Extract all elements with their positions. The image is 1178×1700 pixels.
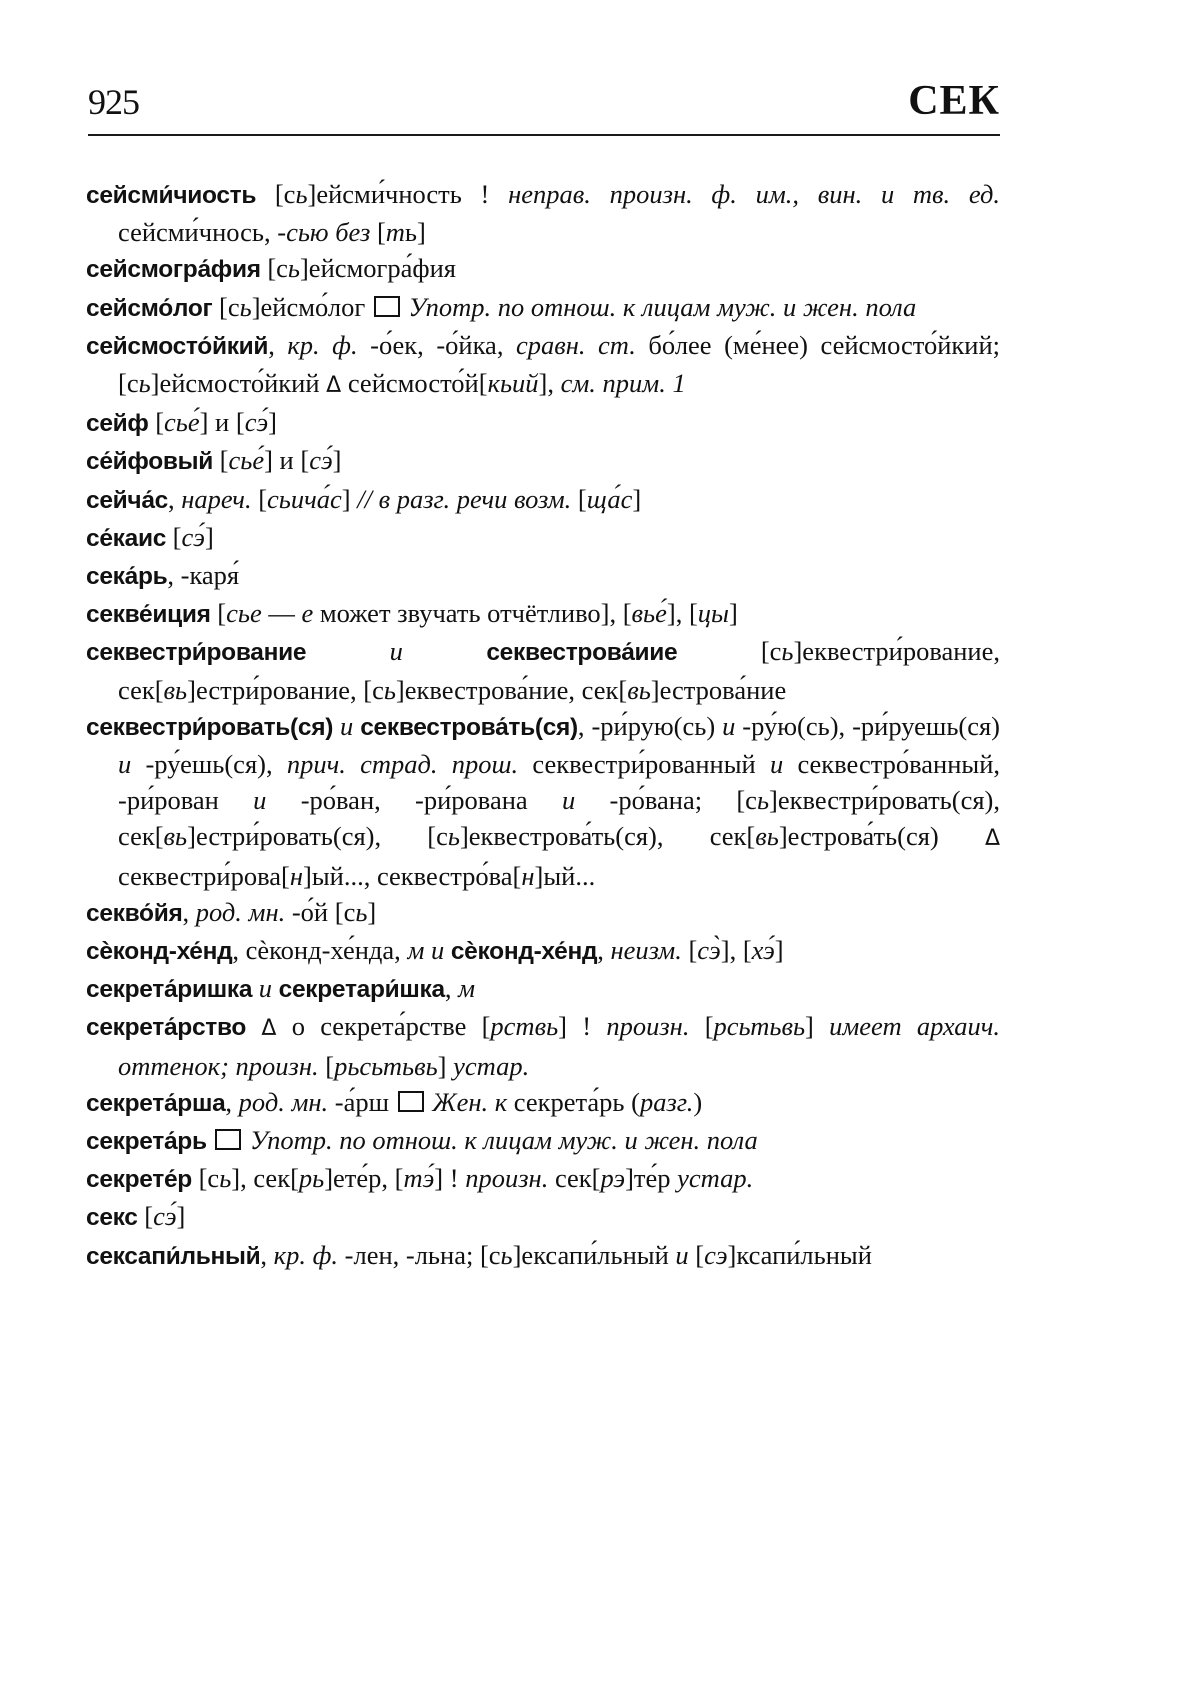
label-italic: вь — [755, 821, 779, 852]
text: ] — [728, 598, 738, 629]
label-italic: разг. — [639, 1086, 694, 1117]
label-italic: н — [521, 860, 535, 891]
headword: секрета́ришка — [86, 976, 253, 1004]
label-italic: тэ́ — [403, 1163, 435, 1194]
label-italic: сэ̀ — [697, 935, 721, 966]
usage-note-box-icon — [215, 1129, 241, 1150]
dictionary-entry — [86, 289, 1000, 327]
text: секвестри́рованный — [518, 749, 770, 780]
headword: секве́иция — [86, 601, 211, 629]
text: , — [225, 1086, 239, 1117]
text: ]ете́р, [ — [324, 1163, 404, 1194]
label-italic: кр. ф. — [287, 329, 358, 360]
text: ] — [805, 1011, 830, 1042]
text: , сѐконд-хе́нда, — [232, 935, 408, 966]
label-italic: ь — [781, 636, 794, 667]
text: [ — [688, 1239, 705, 1270]
text: , — [182, 896, 196, 927]
running-head: СЕК — [908, 78, 1000, 124]
text: ], [ — [720, 935, 752, 966]
text: ] и [ — [264, 445, 310, 476]
text: -о́ек, -о́йка, — [357, 329, 516, 360]
label-italic: е — [301, 598, 314, 629]
dictionary-entry — [86, 633, 1000, 707]
text: ь] — [404, 217, 426, 248]
text: секрета́рь ( — [507, 1086, 640, 1117]
label-italic: ь — [287, 253, 300, 284]
text: ]те́р — [625, 1163, 678, 1194]
text: -ро́вана; [с — [575, 785, 757, 816]
label-italic: сэ́ — [181, 521, 205, 552]
dictionary-entry — [86, 327, 1000, 404]
text: [ — [681, 935, 698, 966]
text: бо́лее (ме́нее) сейсмосто́йкий; [с — [118, 329, 1001, 399]
text: секвестро́ванный, -ри́рован — [118, 749, 1001, 816]
dictionary-entry — [86, 970, 1000, 1008]
label-italic: рсьтьвь — [713, 1011, 806, 1042]
dictionary-entry — [86, 1198, 1000, 1236]
label-italic: рствь — [490, 1011, 559, 1042]
text: [ — [166, 521, 182, 552]
label-italic: род. мн. — [238, 1086, 329, 1117]
text: [ — [571, 483, 587, 514]
label-italic: произн. — [465, 1163, 549, 1194]
text — [444, 935, 451, 965]
label-italic: т — [385, 217, 405, 248]
text: ] — [332, 445, 342, 476]
label-italic: сэ — [704, 1239, 728, 1270]
headword: секво́йя — [86, 899, 183, 927]
headword: секвестрова́ть(ся) — [360, 713, 578, 741]
dictionary-entry — [86, 442, 1000, 480]
text: о секрета́рстве [ — [276, 1011, 491, 1042]
label-italic: сье́ — [164, 407, 200, 438]
text: ] — [176, 1201, 186, 1232]
label-italic: хэ́ — [751, 935, 775, 966]
delta-symbol: Δ — [261, 1016, 277, 1042]
text: [ — [213, 445, 229, 476]
label-italic: неизм. — [610, 935, 682, 966]
dictionary-entry — [86, 519, 1000, 557]
text: ] ! — [434, 1163, 466, 1194]
label-italic: рь — [298, 1163, 325, 1194]
label-italic: и — [561, 785, 576, 816]
label-italic: рьсьтьвь — [334, 1050, 438, 1081]
text: сейсмосто́й[ — [341, 368, 488, 399]
headword: секрета́рша — [86, 1089, 226, 1117]
label-italic: и — [333, 710, 361, 741]
text: [с — [256, 179, 296, 209]
label-italic: цы — [697, 598, 729, 629]
label-italic: ь — [219, 1163, 232, 1194]
label-italic: ь — [295, 179, 308, 209]
label-italic: ь — [138, 368, 151, 399]
dictionary-entry — [86, 1160, 1000, 1198]
page-number: 925 — [88, 82, 139, 122]
text: ], сек[ — [231, 1163, 299, 1194]
text: -ру́ешь(ся), — [131, 749, 287, 780]
label-italic: и — [769, 749, 784, 780]
label-italic: ь — [756, 785, 770, 816]
dictionary-entries — [86, 176, 1000, 1275]
headword: сейча́с — [86, 486, 168, 514]
text: ]ейсмо́лог — [251, 291, 372, 322]
text: ]ейсми́чность ! — [307, 179, 509, 209]
label-italic: сравн. ст. — [515, 329, 636, 360]
text: [ — [137, 1201, 154, 1232]
text: ], [ — [666, 598, 698, 629]
text: [ — [251, 483, 268, 514]
text: ] — [632, 483, 642, 514]
label-italic: -сью без — [277, 217, 371, 248]
text: ] ! — [558, 1011, 607, 1042]
text: ]ексапи́льный — [512, 1239, 676, 1270]
text: ] — [774, 935, 784, 966]
label-italic: сье́ — [228, 445, 265, 476]
text: -ру́ю(сь), -ри́руешь(ся) — [735, 710, 1001, 741]
label-italic: Жен. к — [425, 1086, 508, 1117]
dictionary-entry — [86, 1122, 1000, 1160]
headword: секрета́рь — [86, 1128, 207, 1156]
text: секвестри́рова[ — [118, 860, 290, 891]
text: ]естрова́ние — [650, 674, 787, 705]
headword: сейсмосто́йкий — [86, 332, 269, 360]
dictionary-entry — [86, 176, 1000, 250]
label-italic: прич. страд. прош. — [286, 749, 519, 780]
delta-symbol: Δ — [326, 373, 342, 399]
text — [246, 1011, 261, 1041]
text: [ — [689, 1011, 714, 1042]
dictionary-entry — [86, 557, 1000, 595]
text: ] — [204, 521, 214, 552]
headword: секс — [86, 1204, 138, 1232]
text: ]естри́ровать(ся), [с — [187, 821, 448, 852]
label-italic: сьича́с — [267, 483, 342, 514]
headword: сейсмо́лог — [86, 294, 213, 322]
text: ]ейсмогра́фия — [299, 253, 456, 284]
headword: се́йфовый — [86, 448, 214, 476]
text: , -ри́рую(сь) — [577, 710, 723, 741]
label-italic: см. прим. 1 — [560, 368, 686, 399]
text: -лен, -льна; [с — [338, 1239, 501, 1270]
dictionary-entry — [86, 1237, 1000, 1275]
label-italic: сэ́ — [309, 445, 333, 476]
text: ]естри́рование, [с — [187, 674, 384, 705]
text: ) — [693, 1086, 703, 1117]
label-italic: и — [253, 785, 267, 816]
headword: секвестрова́иие — [486, 639, 678, 667]
headword: се́каис — [86, 524, 167, 552]
dictionary-entry — [86, 404, 1000, 442]
dictionary-entry — [86, 1084, 1000, 1122]
text: , — [260, 1239, 274, 1270]
headword: секрета́рство — [86, 1014, 247, 1042]
label-italic: и — [675, 1239, 689, 1270]
headword: секвестри́ровать(ся) — [86, 713, 334, 741]
text: ]ксапи́льный — [727, 1239, 872, 1270]
label-italic: ь — [355, 896, 368, 927]
label-italic: сэ́ — [153, 1201, 177, 1232]
label-italic: имеет архаич. оттенок; произн. — [118, 1011, 1001, 1081]
label-italic: кр. ф. — [273, 1239, 339, 1270]
label-italic: и — [306, 636, 487, 667]
text: ]еквестрова́ние, сек[ — [395, 674, 628, 705]
dictionary-entry — [86, 250, 1000, 288]
usage-note-box-icon — [374, 296, 400, 317]
text: -о́й [с — [285, 896, 356, 927]
text: ] — [268, 407, 277, 438]
headword: секвестри́рование — [86, 639, 307, 667]
headword: сѐконд-хе́нд — [450, 938, 598, 966]
label-italic: сэ́ — [244, 407, 269, 438]
text: ]естрова́ть(ся) — [778, 821, 985, 852]
headword: сѐконд-хе́нд — [86, 938, 233, 966]
label-italic: Употр. по отнош. к лицам муж. и жен. пола — [401, 291, 917, 322]
text: ]ейсмосто́йкий — [150, 368, 327, 399]
label-italic: Употр. по отнош. к лицам муж. и жен. пола — [243, 1125, 758, 1156]
dictionary-entry — [86, 481, 1000, 519]
label-italic: ь — [500, 1239, 513, 1270]
text: ]еквестри́ровать(ся), сек[ — [118, 785, 1000, 852]
text: ]еквестри́рование, сек[ — [118, 636, 1000, 705]
text: [с — [260, 253, 288, 284]
label-italic: род. мн. — [195, 896, 286, 927]
dictionary-entry — [86, 932, 1000, 970]
label-italic: н — [289, 860, 304, 891]
headword: сека́рь — [86, 563, 168, 591]
text: ], — [538, 368, 561, 399]
text — [207, 1125, 214, 1155]
headword: секрете́р — [86, 1166, 192, 1194]
text: ]ый..., секвестро́ва[ — [303, 860, 522, 891]
text: [ — [210, 598, 227, 629]
text: ] — [341, 483, 358, 514]
headword: сейсми́чиость — [86, 182, 257, 209]
label-italic: ь — [383, 674, 396, 705]
text: , — [268, 329, 288, 360]
text: сейсми́чнось, — [118, 217, 278, 248]
text: может звучать отчётливо], [ — [313, 598, 632, 629]
label-italic: произн. — [606, 1011, 690, 1042]
dictionary-entry — [86, 894, 1000, 932]
headword: сексапи́льный — [86, 1242, 261, 1270]
label-italic: // в разг. речи возм. — [357, 483, 572, 514]
usage-note-box-icon — [398, 1091, 424, 1112]
label-italic: устар. — [677, 1163, 754, 1194]
label-italic: нареч. — [181, 483, 252, 514]
text: [ — [318, 1050, 335, 1081]
label-italic: неправ. произн. ф. им., вин. и тв. ед. — [508, 179, 1001, 209]
text: , — [597, 935, 611, 966]
label-italic: м и — [407, 935, 445, 966]
dictionary-entry — [86, 1008, 1000, 1083]
text: -а́рш — [328, 1086, 396, 1117]
text: ]ый... — [534, 860, 596, 891]
label-italic: ь — [239, 291, 252, 322]
label-italic: и — [722, 710, 736, 741]
text: [с — [191, 1163, 220, 1194]
label-italic: ща́с — [586, 483, 633, 514]
text: [ — [148, 407, 165, 438]
text: ] — [437, 1050, 454, 1081]
label-italic: устар. — [453, 1050, 530, 1081]
text: [с — [677, 636, 782, 667]
label-italic: сье — [226, 598, 262, 629]
delta-symbol: Δ — [984, 826, 1001, 852]
dictionary-entry — [86, 708, 1000, 894]
headword: сейсмогра́фия — [86, 256, 261, 284]
page-header — [88, 78, 1000, 136]
label-italic: кьий — [487, 368, 539, 399]
text: , — [168, 483, 182, 514]
headword: сейф — [86, 410, 149, 438]
text: [ — [370, 217, 386, 248]
label-italic: вье́ — [631, 598, 667, 629]
text: ] — [367, 896, 377, 927]
text: -ро́ван, -ри́рована — [266, 785, 562, 816]
text: , -каря́ — [167, 560, 240, 591]
label-italic: ь — [447, 821, 460, 852]
label-italic: вь — [627, 674, 651, 705]
label-italic: и — [252, 973, 279, 1004]
text: ]еквестрова́ть(ся), сек[ — [459, 821, 756, 852]
text: сек[ — [548, 1163, 601, 1194]
label-italic: вь — [163, 674, 188, 705]
text: , — [444, 973, 459, 1004]
headword: секретари́шка — [278, 976, 445, 1004]
text: ] и [ — [199, 407, 245, 438]
dictionary-entry — [86, 595, 1000, 633]
label-italic: рэ — [600, 1163, 626, 1194]
label-italic: вь — [163, 821, 188, 852]
label-italic: и — [118, 749, 132, 780]
label-italic: м — [458, 973, 475, 1004]
text: — — [261, 598, 302, 629]
text: [с — [212, 291, 240, 322]
